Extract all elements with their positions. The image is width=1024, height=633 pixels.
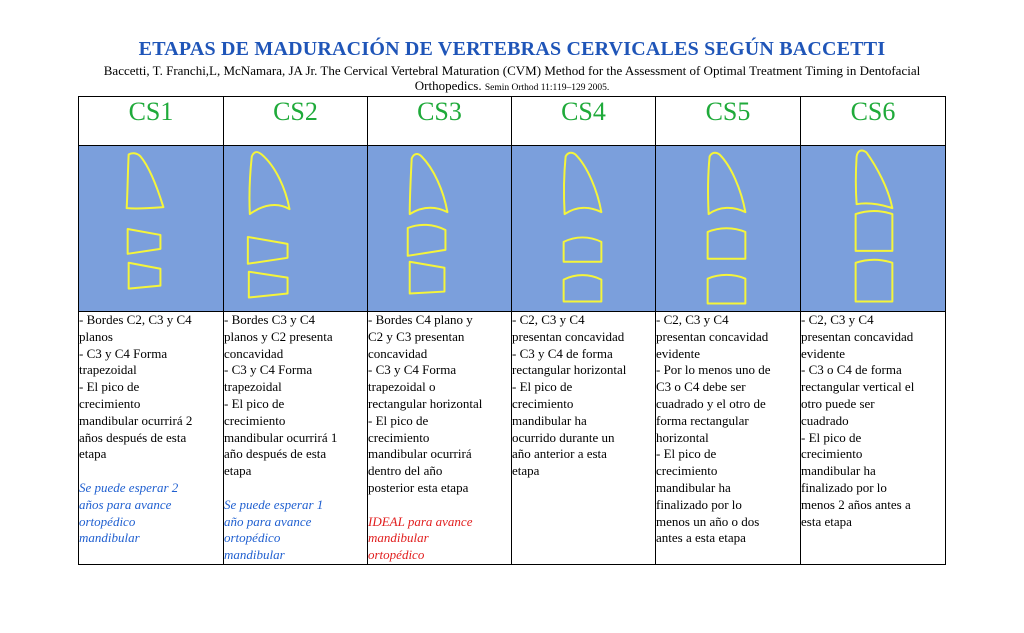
treatment-note-line: IDEAL para avance [368, 513, 473, 529]
description-line: cuadrado [801, 412, 849, 428]
c4-vertebra-outline [129, 263, 161, 289]
description-line: - C3 y C4 Forma [368, 362, 457, 378]
treatment-note-line: mandibular [224, 547, 285, 563]
description-line: año anterior a esta [512, 446, 607, 462]
c4-vertebra-outline [249, 272, 288, 298]
description-line: presentan concavidad [801, 328, 914, 344]
description-line: etapa [79, 446, 107, 462]
c2-vertebra-outline [410, 154, 448, 214]
description-line: - El pico de [224, 395, 285, 411]
vertebra-drawing-cs4 [512, 146, 656, 312]
description-line: presentan concavidad [512, 328, 625, 344]
description-line: crecimiento [79, 395, 141, 411]
stage-description [368, 312, 512, 565]
description-line: planos y C2 presenta [224, 328, 333, 344]
description-line: cuadrado y el otro de [656, 395, 766, 411]
description-line: evidente [801, 345, 846, 361]
description-line: mandibular ha [656, 479, 731, 495]
c2-vertebra-outline [127, 153, 164, 208]
vertebra-drawing-cs5 [656, 146, 801, 312]
treatment-note-line: mandibular [368, 530, 429, 546]
treatment-note-line: ortopédico [79, 513, 136, 529]
description-line: - Bordes C4 plano y [368, 312, 473, 327]
description-line: mandibular ha [512, 412, 587, 428]
spacer [368, 497, 511, 514]
description-line: finalizado por lo [801, 479, 887, 495]
stage-header-cs6: CS6 [801, 97, 946, 146]
description-line: forma rectangular [656, 412, 749, 428]
description-line: año después de esta [224, 446, 327, 462]
description-line: dentro del año [368, 463, 443, 479]
description-line: crecimiento [656, 463, 718, 479]
treatment-note-line: año para avance [224, 513, 312, 529]
description-line: mandibular ha [801, 463, 876, 479]
citation-main: Baccetti, T. Franchi,L, McNamara, JA Jr. The Cervical Vertebral Maturation (CVM) Method for the Assessment of Optimal Treatment Timing in Dentofacial Orthopedics. [103, 63, 921, 93]
cvm-stages-table [78, 96, 946, 565]
spacer [79, 463, 223, 480]
c4-vertebra-outline [564, 275, 602, 301]
citation-journal: Semin Orthod 11:119–129 2005. [484, 83, 610, 93]
treatment-note-line: Se puede esperar 2 [79, 479, 179, 495]
description-line: años después de esta [79, 429, 187, 445]
description-line: - C3 y C4 Forma [79, 345, 168, 361]
description-line: otro puede ser [801, 395, 875, 411]
stage-header-row [79, 97, 946, 146]
stage-description [224, 312, 368, 565]
description-line: etapa [224, 463, 252, 479]
description-line: crecimiento [801, 446, 863, 462]
description-line: - C3 o C4 de forma [801, 362, 902, 378]
description-line: - C2, C3 y C4 [656, 312, 729, 327]
description-line: rectangular vertical el [801, 379, 915, 395]
description-line: evidente [656, 345, 701, 361]
description-line: finalizado por lo [656, 496, 742, 512]
c2-vertebra-outline [856, 150, 892, 208]
c4-vertebra-outline [410, 262, 445, 294]
treatment-note-line: ortopédico [224, 530, 281, 546]
treatment-note-line: años para avance [79, 496, 172, 512]
description-line: - C2, C3 y C4 [801, 312, 874, 327]
c4-vertebra-outline [856, 260, 893, 302]
description-line: - C2, C3 y C4 [512, 312, 585, 327]
description-line: crecimiento [368, 429, 430, 445]
description-line: - Por lo menos uno de [656, 362, 771, 378]
description-line: rectangular horizontal [368, 395, 483, 411]
vertebra-drawing-cs6 [801, 146, 946, 312]
c2-vertebra-outline [564, 153, 601, 214]
description-line: - C3 y C4 Forma [224, 362, 313, 378]
description-line: concavidad [224, 345, 284, 361]
treatment-note-line: ortopédico [368, 547, 425, 563]
stage-description [801, 312, 946, 565]
description-line: - El pico de [368, 412, 429, 428]
description-line: trapezoidal [79, 362, 137, 378]
description-line: esta etapa [801, 513, 852, 529]
c3-vertebra-outline [856, 211, 893, 251]
vertebra-drawing-cs2 [224, 146, 368, 312]
stage-description [512, 312, 656, 565]
description-line: - El pico de [801, 429, 862, 445]
c3-vertebra-outline [248, 237, 288, 264]
page-title: ETAPAS DE MADURACIÓN DE VERTEBRAS CERVICALES SEGÚN BACCETTI [138, 38, 886, 60]
description-line: C2 y C3 presentan [368, 328, 465, 344]
c3-vertebra-outline [408, 225, 446, 256]
treatment-note-line: Se puede esperar 1 [224, 496, 324, 512]
c4-vertebra-outline [708, 275, 746, 304]
description-row [79, 312, 946, 565]
stage-header-cs2: CS2 [224, 97, 368, 146]
description-line: mandibular ocurrirá 1 [224, 429, 338, 445]
description-line: trapezoidal [224, 379, 282, 395]
description-line: concavidad [368, 345, 428, 361]
description-line: - El pico de [79, 379, 140, 395]
description-line: C3 o C4 debe ser [656, 379, 746, 395]
description-line: trapezoidal o [368, 379, 436, 395]
c3-vertebra-outline [564, 237, 602, 261]
stage-description [656, 312, 801, 565]
description-line: menos un año o dos [656, 513, 760, 529]
spacer [224, 480, 367, 497]
description-line: antes a esta etapa [656, 530, 746, 546]
description-line: crecimiento [512, 395, 574, 411]
description-line: planos [79, 328, 113, 344]
description-line: posterior esta etapa [368, 479, 469, 495]
stage-description [79, 312, 224, 565]
description-line: - El pico de [656, 446, 717, 462]
citation [70, 63, 954, 96]
stage-header-cs3: CS3 [368, 97, 512, 146]
description-line: horizontal [656, 429, 709, 445]
vertebra-drawing-row [79, 146, 946, 312]
description-line: rectangular horizontal [512, 362, 627, 378]
description-line: etapa [512, 463, 540, 479]
description-line: - Bordes C2, C3 y C4 [79, 312, 192, 327]
description-line: menos 2 años antes a [801, 496, 911, 512]
description-line: ocurrido durante un [512, 429, 615, 445]
stage-header-cs5: CS5 [656, 97, 801, 146]
stage-header-cs1: CS1 [79, 97, 224, 146]
vertebra-drawing-cs3 [368, 146, 512, 312]
c2-vertebra-outline [249, 152, 289, 214]
description-line: mandibular ocurrirá [368, 446, 472, 462]
c3-vertebra-outline [128, 229, 161, 254]
description-line: crecimiento [224, 412, 286, 428]
vertebra-drawing-cs1 [79, 146, 224, 312]
description-line: mandibular ocurrirá 2 [79, 412, 193, 428]
description-line: - C3 y C4 de forma [512, 345, 613, 361]
c2-vertebra-outline [708, 153, 745, 214]
stage-header-cs4: CS4 [512, 97, 656, 146]
description-line: - Bordes C3 y C4 [224, 312, 315, 327]
c3-vertebra-outline [708, 228, 746, 259]
treatment-note-line: mandibular [79, 530, 140, 546]
description-line: - El pico de [512, 379, 573, 395]
description-line: presentan concavidad [656, 328, 769, 344]
